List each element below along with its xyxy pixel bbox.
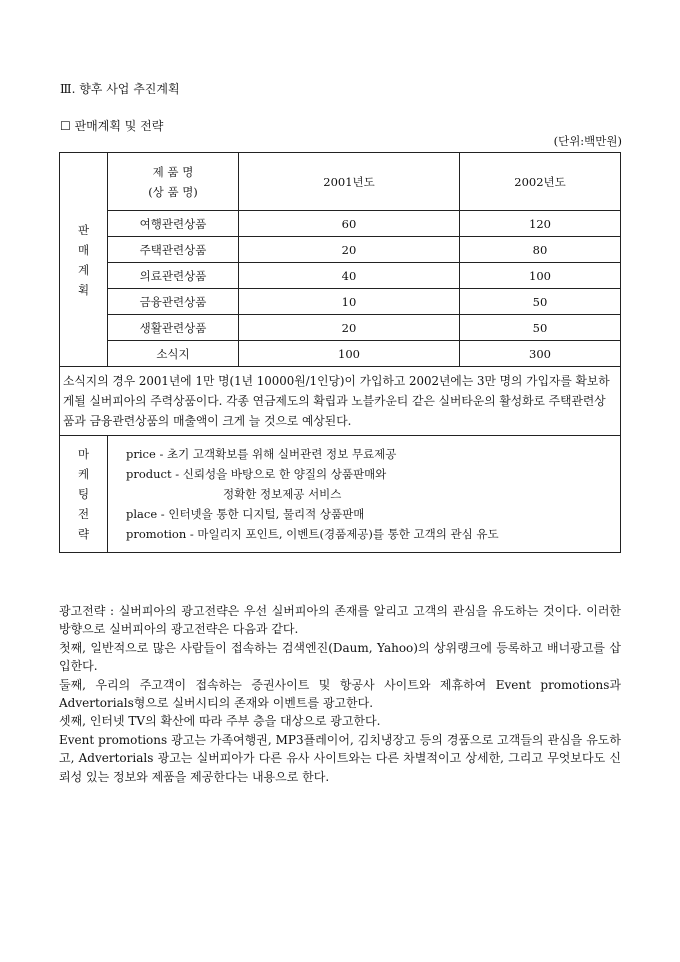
marketing-item-product-cont: 정확한 정보제공 서비스	[223, 487, 342, 501]
table-row	[60, 315, 621, 341]
marketing-item-promotion: promotion - 마일리지 포인트, 이벤트(경품제공)를 통한 고객의 관심 유도	[126, 527, 499, 541]
product-name: 금융관련상품	[108, 289, 239, 315]
value-2002: 120	[460, 211, 621, 237]
product-name: 생활관련상품	[108, 315, 239, 341]
marketing-strategy	[108, 436, 621, 553]
table-row	[60, 341, 621, 367]
value-2002: 50	[460, 289, 621, 315]
marketing-side-label: 마 케 팅 전 략	[60, 436, 108, 553]
product-name: 주택관련상품	[108, 237, 239, 263]
sales-plan-table	[59, 152, 621, 553]
header-product-name: 제 품 명 (상 품 명)	[108, 153, 239, 211]
table-row	[60, 211, 621, 237]
sales-plan-side-label: 판 매 계 획	[60, 153, 108, 367]
table-row	[60, 263, 621, 289]
subsection-title: ☐ 판매계획 및 전략	[60, 119, 164, 133]
ad-strategy-text	[59, 602, 621, 786]
unit-label: (단위:백만원)	[553, 134, 622, 148]
value-2002: 300	[460, 341, 621, 367]
product-name: 소식지	[108, 341, 239, 367]
table-row	[60, 237, 621, 263]
section-title: Ⅲ. 향후 사업 추진계획	[60, 82, 180, 96]
marketing-item-place: place - 인터넷을 통한 디지털, 물리적 상품판매	[126, 507, 365, 521]
ad-paragraph: Event promotions 광고는 가족여행권, MP3플레이어, 김치냉장고 등의 경품으로 고객들의 관심을 유도하고, Advertorials 광고는 실버피아가 다른 유사 사이트와는 다른 차별적이고 상세한, 그리고 무엇보다도 신뢰성 있는 정보와 제품을 제공한다는 내용으로 한다.	[59, 732, 621, 784]
value-2001: 100	[239, 341, 460, 367]
value-2001: 10	[239, 289, 460, 315]
product-name: 여행관련상품	[108, 211, 239, 237]
ad-paragraph: 둘째, 우리의 주고객이 접속하는 증권사이트 및 항공사 사이트와 제휴하여 Event promotions과 Advertorials형으로 실버시티의 존재와 이벤트를 광고한다.	[59, 677, 621, 711]
marketing-item-price: price - 초기 고객확보를 위해 실버관련 정보 무료제공	[126, 447, 397, 461]
header-2002: 2002년도	[460, 153, 621, 211]
ad-paragraph: 셋째, 인터넷 TV의 확산에 따라 주부 층을 대상으로 광고한다.	[59, 714, 381, 729]
value-2001: 40	[239, 263, 460, 289]
marketing-item-product: product - 신뢰성을 바탕으로 한 양질의 상품판매와	[126, 467, 387, 481]
value-2002: 100	[460, 263, 621, 289]
value-2001: 20	[239, 315, 460, 341]
header-2001: 2001년도	[239, 153, 460, 211]
table-row	[60, 289, 621, 315]
sales-note: 소식지의 경우 2001년에 1만 명(1년 10000원/1인당)이 가입하고 2002년에는 3만 명의 가입자를 확보하게될 실버피아의 주력상품이다. 각종 연금제도의 확립과 노블카운티 같은 실버타운의 활성화로 주택관련상품과 금융관련상품의 매출액이 크게 늘 것으로 예상된다.	[60, 367, 621, 436]
value-2002: 80	[460, 237, 621, 263]
ad-paragraph: 광고전략 : 실버피아의 광고전략은 우선 실버피아의 존재를 알리고 고객의 관심을 유도하는 것이다. 이러한 방향으로 실버피아의 광고전략은 다음과 같다.	[59, 604, 621, 637]
value-2001: 20	[239, 237, 460, 263]
product-name: 의료관련상품	[108, 263, 239, 289]
ad-paragraph: 첫째, 일반적으로 많은 사람들이 접속하는 검색엔진(Daum, Yahoo)의 상위랭크에 등록하고 배너광고를 삽입한다.	[59, 640, 621, 674]
value-2002: 50	[460, 315, 621, 341]
value-2001: 60	[239, 211, 460, 237]
